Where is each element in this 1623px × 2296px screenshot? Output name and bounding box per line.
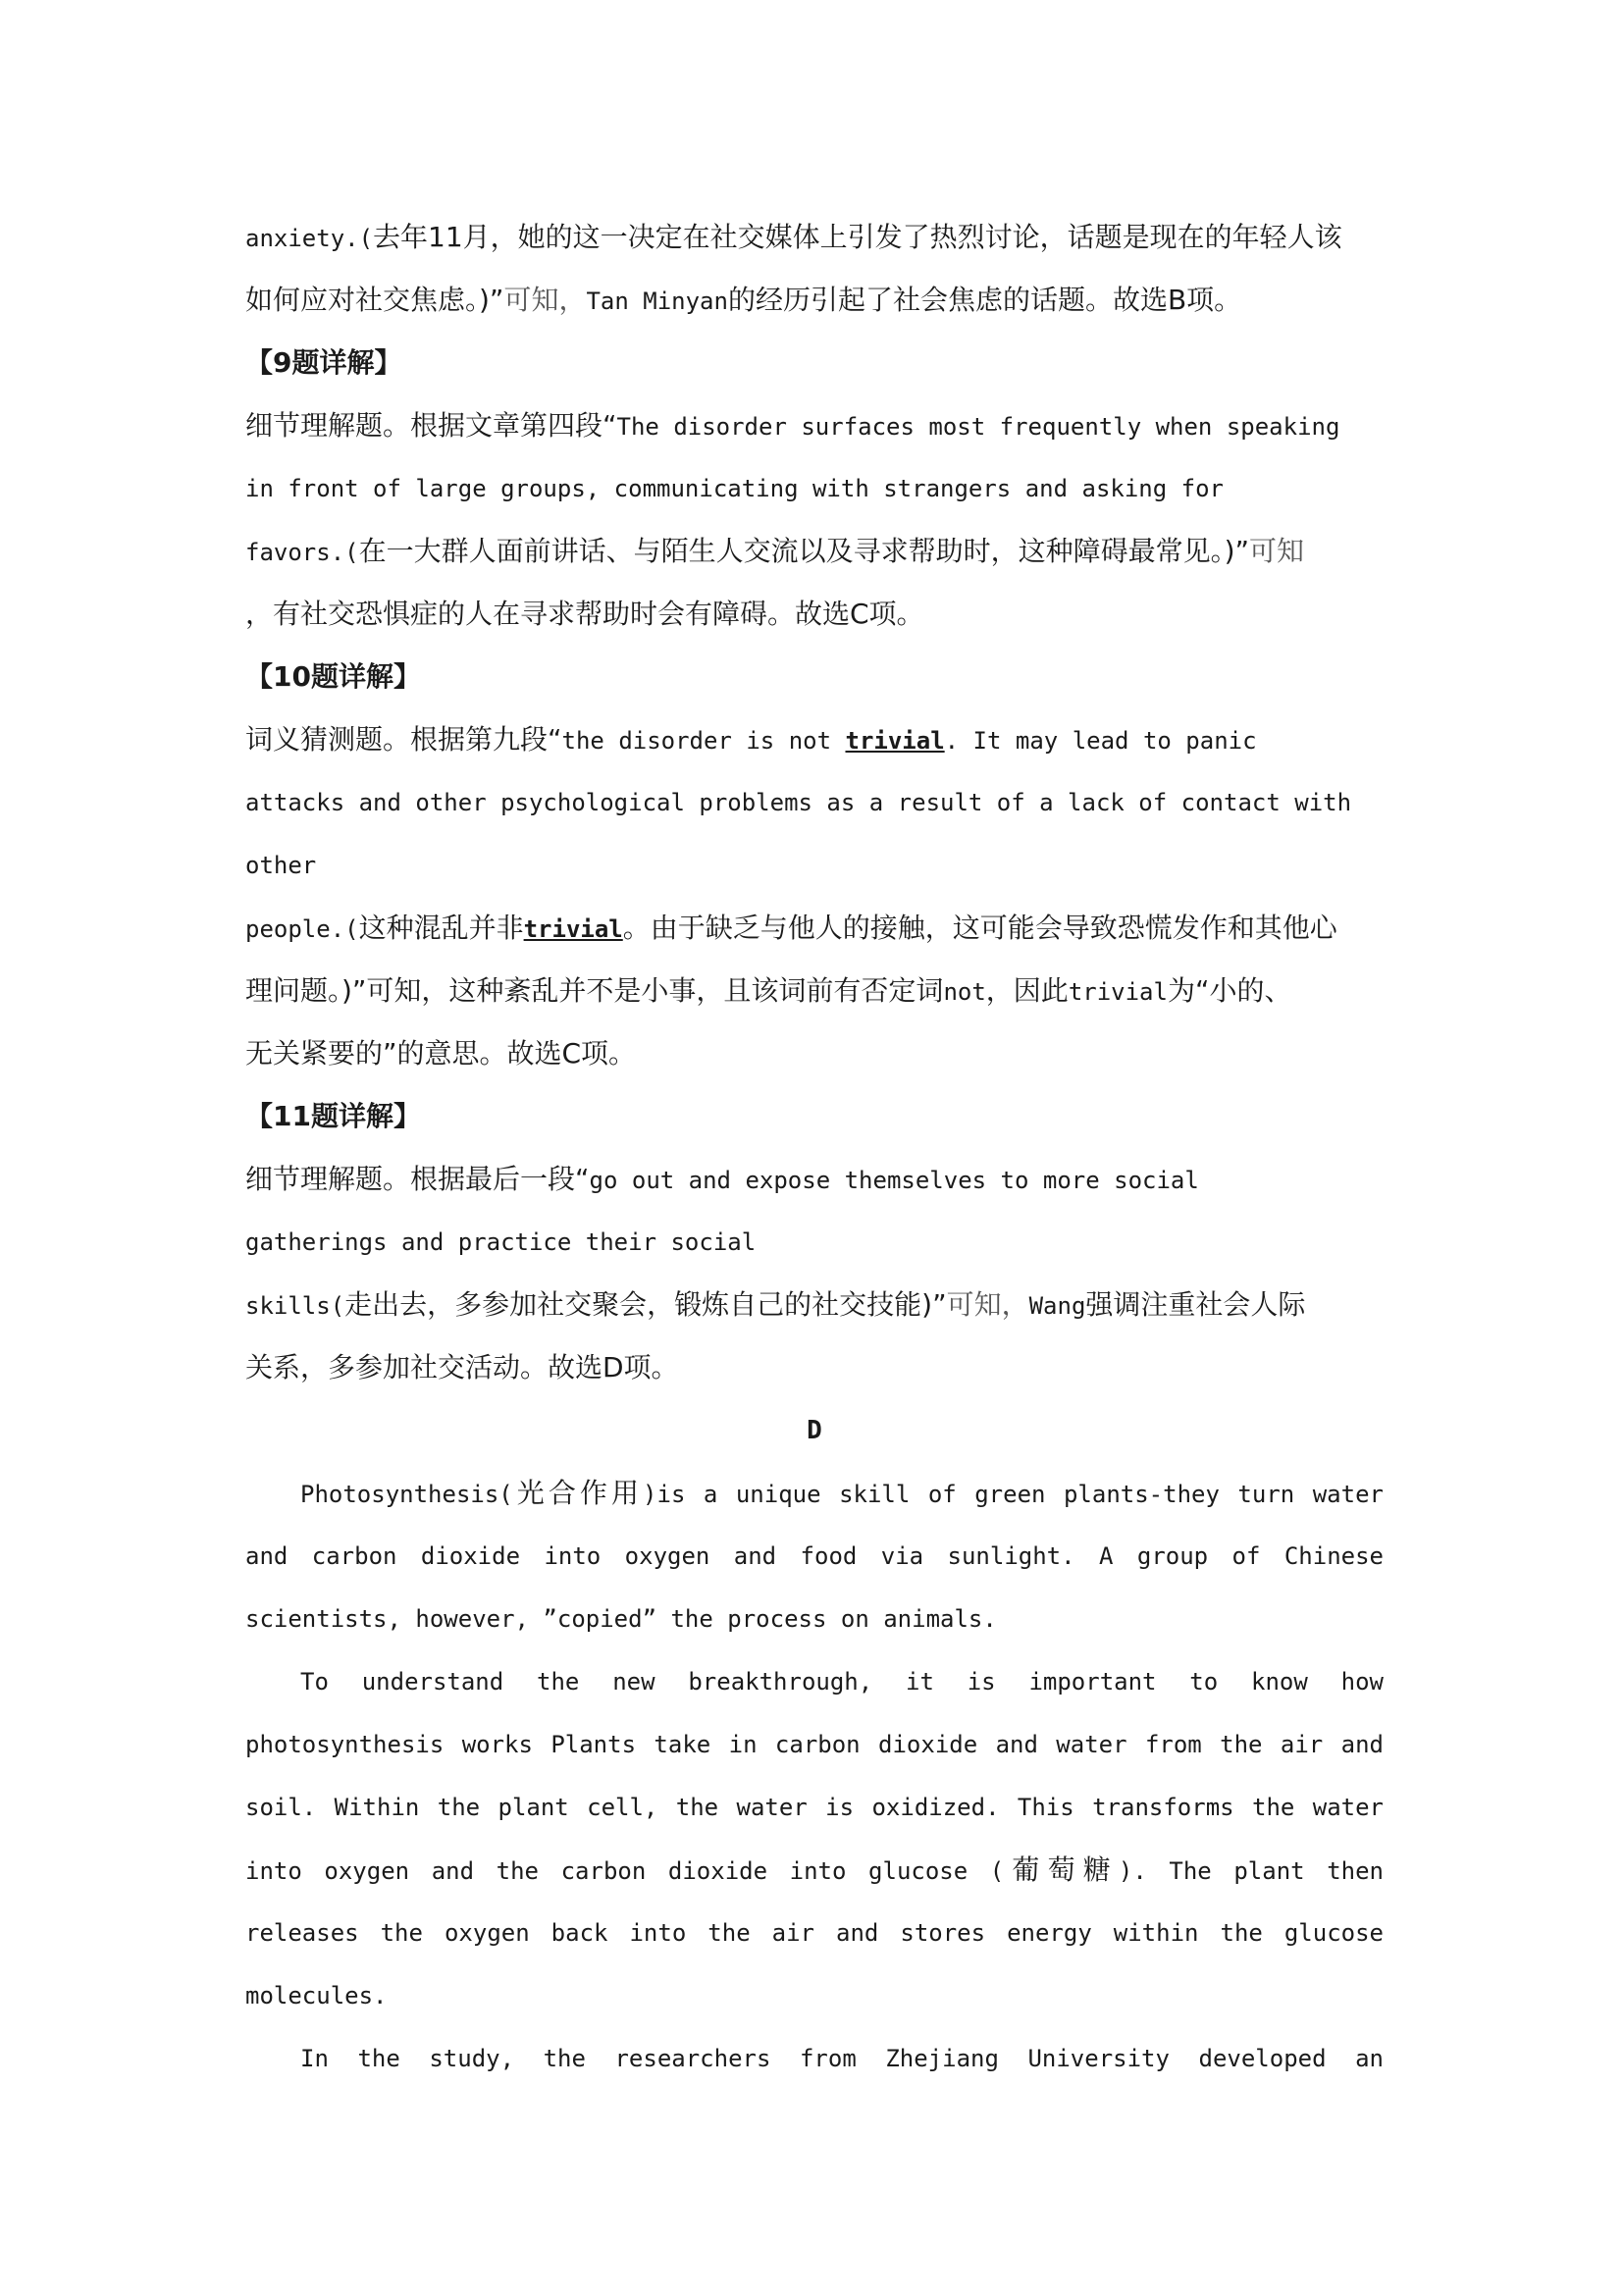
passage-line: and carbon dioxide into oxygen and food via sunlight. A group of Chinese xyxy=(245,1542,1384,1570)
text-span: 走出去，多参加社交聚会，锻炼自己的社交技能)” xyxy=(344,1288,947,1321)
text-span: ，因此 xyxy=(985,974,1069,1007)
section-heading-11: 【11题详解】 xyxy=(245,1100,421,1132)
section-heading-9: 【9题详解】 xyxy=(245,346,402,379)
text-span: skills( xyxy=(245,1292,345,1320)
text-line xyxy=(245,583,1384,646)
passage-line: soil. Within the plant cell, the water is oxidized. This transforms the water xyxy=(245,1794,1384,1821)
section-title-d: D xyxy=(807,1416,822,1445)
text-span: 可知， xyxy=(946,1288,1029,1321)
text-span: not xyxy=(943,978,986,1006)
text-line xyxy=(245,1022,1384,1085)
text-line xyxy=(245,1274,1384,1336)
text-span: Wang xyxy=(1028,1292,1086,1320)
text-span: 关系，多参加社交活动。故选D项。 xyxy=(245,1351,679,1383)
passage-line: scientists, however, ”copied” the process on animals. xyxy=(245,1605,997,1633)
text-span: 强调注重社会人际 xyxy=(1085,1288,1306,1321)
text-span: . It may lead to panic xyxy=(944,727,1257,755)
text-span: the disorder is not xyxy=(561,727,846,755)
text-span: Photosynthesis( xyxy=(300,1481,513,1508)
text-span: 细节理解题。根据最后一段“ xyxy=(245,1163,590,1195)
text-span: 细节理解题。根据文章第四段“ xyxy=(245,409,617,442)
text-span: 的经历引起了社会焦虑的话题。故选B项。 xyxy=(727,284,1242,316)
text-span: 如何应对社交焦虑。)” xyxy=(245,284,504,316)
text-span: The disorder surfaces most frequently when speaking xyxy=(616,413,1340,441)
text-span: )is a unique skill of green plants-they turn water xyxy=(643,1481,1384,1508)
text-span: anxiety.( xyxy=(245,225,374,252)
text-line xyxy=(245,708,1384,771)
passage-line: photosynthesis works Plants take in carbon dioxide and water from the air and xyxy=(245,1731,1384,1758)
text-span: 去年11月，她的这一决定在社交媒体上引发了热烈讨论，话题是现在的年轻人该 xyxy=(373,221,1342,253)
text-line xyxy=(245,206,1384,269)
text-line xyxy=(245,771,1384,834)
document-page xyxy=(245,206,1384,2090)
text-line xyxy=(245,1211,1384,1274)
text-span: people.( xyxy=(245,915,359,943)
text-line xyxy=(245,897,1384,960)
text-span: other xyxy=(245,852,317,879)
text-span: attacks and other psychological problems as a result of a lack of contact with xyxy=(245,789,1352,816)
keyword-trivial: trivial xyxy=(845,727,945,755)
text-span: 光合作用 xyxy=(512,1477,644,1509)
text-span: gatherings and practice their social xyxy=(245,1228,757,1256)
text-span: in front of large groups, communicating with strangers and asking for xyxy=(245,475,1224,502)
text-span: 这种混乱并非 xyxy=(358,912,524,944)
passage-line: In the study, the researchers from Zhejiang University developed an xyxy=(300,2045,1384,2072)
text-span: ，有社交恐惧症的人在寻求帮助时会有障碍。故选C项。 xyxy=(245,598,924,630)
text-span: trivial xyxy=(1068,978,1168,1006)
text-span: 可知， xyxy=(503,284,587,316)
text-span: 。由于缺乏与他人的接触，这可能会导致恐慌发作和其他心 xyxy=(622,912,1337,944)
text-span: 无关紧要的”的意思。故选C项。 xyxy=(245,1037,637,1070)
passage-line xyxy=(245,1462,1384,1525)
text-span: ). The plant then xyxy=(1118,1857,1384,1885)
text-line xyxy=(245,1148,1384,1211)
text-span: 葡萄糖 xyxy=(1004,1853,1119,1886)
section-heading-10: 【10题详解】 xyxy=(245,660,421,693)
text-line xyxy=(245,394,1384,457)
text-line xyxy=(245,520,1384,583)
text-span: go out and expose themselves to more social xyxy=(589,1167,1199,1194)
text-line xyxy=(245,269,1384,332)
text-span: 在一大群人面前讲话、与陌生人交流以及寻求帮助时，这种障碍最常见。)” xyxy=(358,535,1250,567)
passage-line: To understand the new breakthrough, it is important to know how xyxy=(300,1668,1384,1696)
passage-line xyxy=(245,1839,1384,1902)
text-span: 可知 xyxy=(1249,535,1305,567)
text-span: Tan Minyan xyxy=(586,287,728,315)
passage-line: molecules. xyxy=(245,1982,388,2009)
text-span: 理问题。)”可知，这种紊乱并不是小事，且该词前有否定词 xyxy=(245,974,944,1007)
keyword-trivial: trivial xyxy=(523,915,623,943)
text-line xyxy=(245,457,1384,520)
text-span: favors.( xyxy=(245,539,359,566)
text-line xyxy=(245,1336,1384,1399)
text-line xyxy=(245,960,1384,1022)
text-span: 词义猜测题。根据第九段“ xyxy=(245,723,562,756)
text-span: 为“小的、 xyxy=(1167,974,1292,1007)
text-line xyxy=(245,834,1384,897)
text-span: into oxygen and the carbon dioxide into glucose ( xyxy=(245,1857,1005,1885)
passage-line: releases the oxygen back into the air and stores energy within the glucose xyxy=(245,1919,1384,1947)
